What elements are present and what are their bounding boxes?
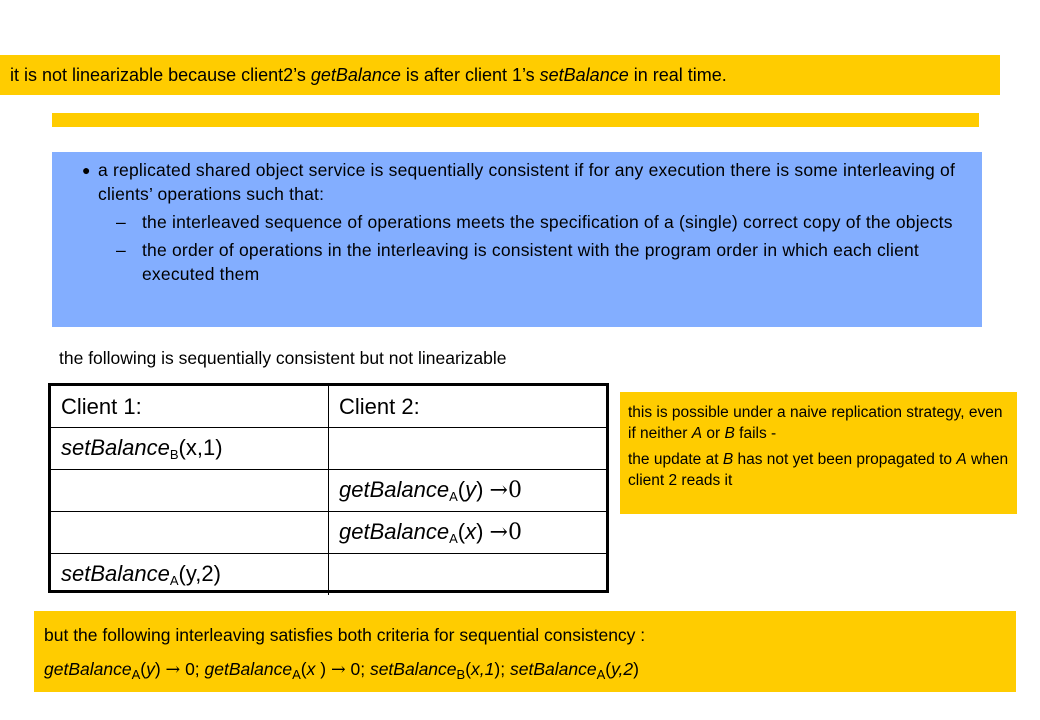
- banner-text-3: in real time.: [628, 65, 727, 85]
- op-args: y: [146, 659, 155, 679]
- yellow-divider-bar: [52, 113, 979, 127]
- table-row: [51, 554, 606, 596]
- arrow-icon: →: [489, 520, 508, 545]
- client2-cell: [329, 512, 607, 554]
- table-intro-text: the following is sequentially consistent but not linearizable: [59, 348, 507, 368]
- client2-cell: [329, 554, 607, 596]
- client1-cell: [51, 428, 329, 470]
- op-args: x,1: [471, 659, 495, 679]
- arrow-icon: →: [330, 660, 346, 680]
- side-note-line-2: the update at B has not yet been propagated to A when client 2 reads it: [628, 451, 1009, 489]
- header-client-1: Client 1:: [51, 386, 329, 428]
- replica-a: A: [956, 451, 967, 468]
- definition-sub-item: [116, 210, 962, 234]
- definition-sub-item: [116, 238, 962, 286]
- op-args: x: [306, 659, 321, 679]
- header-client-2: Client 2:: [329, 386, 607, 428]
- op-name: getBalance: [44, 659, 132, 679]
- interleaving-intro: but the following interleaving satisfies both criteria for sequential consistency :: [44, 625, 646, 645]
- client1-cell: [51, 512, 329, 554]
- op-result: 0: [507, 520, 522, 545]
- client-operations-table: [48, 383, 609, 593]
- table-header-row: [51, 386, 606, 428]
- definition-bullet: [82, 158, 962, 206]
- interleaving-box: [34, 611, 1016, 692]
- op-result: 0: [507, 478, 522, 503]
- sub-item-text: the interleaved sequence of operations meets the specification of a (single) correct copy of the objects: [142, 212, 953, 232]
- replica-sub: A: [292, 667, 301, 682]
- op-paren: ): [476, 477, 490, 502]
- op-name: setBalance: [61, 435, 170, 460]
- op-paren: (: [457, 477, 466, 502]
- side-note-line-1: this is possible under a naive replication strategy, even if neither A or B fails -: [628, 404, 1003, 442]
- replica-a: A: [691, 425, 703, 442]
- interleaving-sequence: getBalance$_A$(y) → 0; getBalance$_A$(x ) → 0; setBalance$_B$(x,1); setBalance$_A$(y,2): [44, 659, 639, 682]
- table-row: [51, 512, 606, 554]
- client2-cell: [329, 470, 607, 512]
- op-var: y: [465, 477, 477, 502]
- replica-b: B: [724, 425, 735, 442]
- op-args: (y,2): [178, 561, 221, 586]
- client1-cell: [51, 470, 329, 512]
- op-name: setBalance: [369, 659, 457, 679]
- banner-text-1: it is not linearizable because client2’s: [10, 65, 311, 85]
- replica-sub: A: [596, 667, 606, 682]
- arrow-icon: →: [489, 478, 508, 503]
- op-paren: ): [476, 519, 490, 544]
- bullet-icon: ●: [82, 162, 91, 178]
- client2-cell: [329, 428, 607, 470]
- sub-item-text: the order of operations in the interleaving is consistent with the program order in which each client executed them: [142, 240, 919, 284]
- op-paren: (: [457, 519, 466, 544]
- dash-marker: –: [116, 240, 126, 260]
- banner-em-getbalance: getBalance: [310, 65, 401, 85]
- op-var: x: [465, 519, 477, 544]
- op-name: setBalance: [509, 659, 597, 679]
- op-args: y,2: [611, 659, 634, 679]
- table-row: [51, 470, 606, 512]
- op-name: getBalance: [339, 477, 450, 502]
- replica-sub: A: [449, 531, 458, 546]
- replica-sub: B: [456, 667, 466, 682]
- op-name: getBalance: [204, 659, 293, 679]
- op-name: getBalance: [339, 519, 450, 544]
- top-banner: [0, 55, 1000, 95]
- side-note: [620, 392, 1017, 514]
- replica-sub: B: [169, 447, 179, 462]
- banner-em-setbalance: setBalance: [539, 65, 629, 85]
- table-row: [51, 428, 606, 470]
- definition-text: a replicated shared object service is sequentially consistent if for any execution there is some interleaving of clients’ operations such that:: [98, 160, 956, 204]
- definition-box: [52, 152, 982, 327]
- op-args: (x,1): [178, 435, 223, 460]
- dash-marker: –: [116, 212, 126, 232]
- replica-sub: A: [131, 667, 141, 682]
- op-name: setBalance: [61, 561, 170, 586]
- replica-sub: A: [169, 573, 179, 588]
- replica-b: B: [722, 451, 734, 468]
- replica-sub: A: [449, 489, 458, 504]
- arrow-icon: →: [165, 660, 181, 680]
- client1-cell: [51, 554, 329, 596]
- banner-text-2: is after client 1’s: [400, 65, 540, 85]
